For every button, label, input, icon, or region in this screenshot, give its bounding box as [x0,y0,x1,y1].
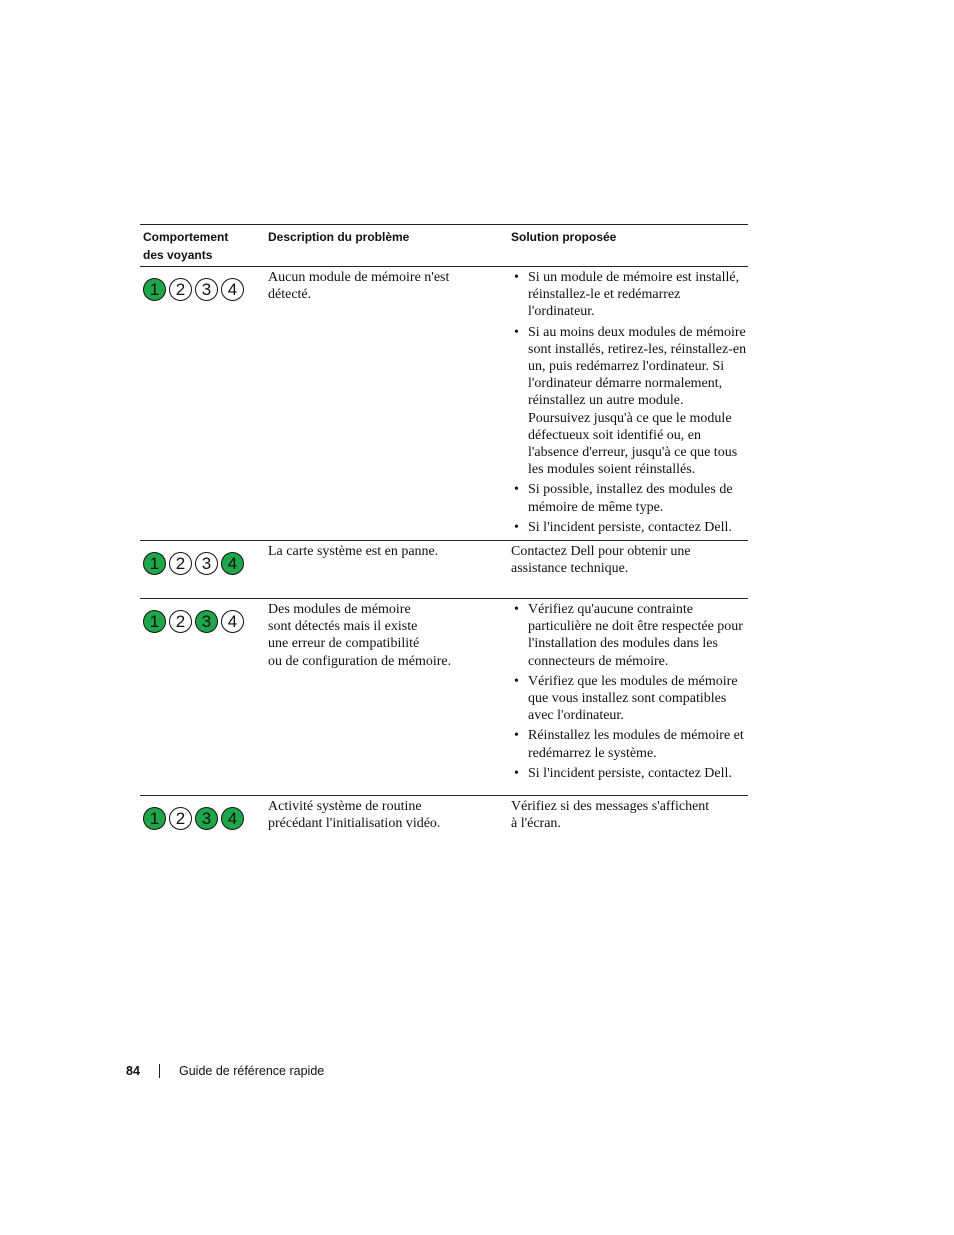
table-row [140,541,748,599]
solution-list [511,601,747,782]
diagnostic-light-1-on: 1 [143,552,166,575]
problem-description: La carte système est en panne. [268,544,439,559]
proposed-solution [511,798,747,832]
header-led-behavior [143,228,258,264]
solution-text: Contactez Dell pour obtenir une assistance technique. [511,544,691,577]
diagnostic-light-1-on: 1 [143,807,166,830]
diagnostic-lights [143,807,244,830]
header-problem-description: Description du problème [268,230,410,244]
diagnostic-light-2-off: 2 [169,807,192,830]
diagnostic-light-4-on: 4 [221,807,244,830]
footer-title: Guide de référence rapide [179,1064,325,1078]
diagnostic-light-4-off: 4 [221,610,244,633]
diagnostic-light-1-on: 1 [143,610,166,633]
proposed-solution [511,543,747,577]
table-row [140,796,748,840]
problem-description: Des modules de mémoire sont détectés mais il existe une erreur de compatibilité ou de configuration de mémoire. [268,602,452,669]
diagnostic-table [140,224,748,840]
diagnostic-light-3-off: 3 [195,278,218,301]
solution-item: • Si au moins deux modules de mémoire sont installés, retirez-les, réinstallez-en un, puis redémarrez l'ordinateur. Si l'ordinateur démarre normalement, réinstallez un autre module. Poursuivez jusqu'à ce que le module défectueux soit identifié ou, en l'absence d'erreur, jusqu'à ce que tous les modules soient réinstallés. [511,324,747,479]
proposed-solution [511,601,747,785]
solution-item: • Si possible, installez des modules de mémoire de même type. [511,481,747,515]
diagnostic-light-3-on: 3 [195,807,218,830]
solution-item: • Vérifiez que les modules de mémoire que vous installez sont compatibles avec l'ordinateur. [511,673,747,725]
table-header [140,225,748,267]
header-proposed-solution: Solution proposée [511,230,617,244]
solution-item: • Si un module de mémoire est installé, réinstallez-le et redémarrez l'ordinateur. [511,269,747,321]
diagnostic-light-2-off: 2 [169,610,192,633]
solution-item: • Si l'incident persiste, contactez Dell. [511,765,747,782]
diagnostic-lights [143,552,244,575]
problem-description: Activité système de routine précédant l'initialisation vidéo. [268,799,441,832]
solution-list [511,269,747,536]
proposed-solution [511,269,747,539]
problem-description: Aucun module de mémoire n'est détecté. [268,270,450,303]
diagnostic-light-2-off: 2 [169,278,192,301]
diagnostic-light-3-on: 3 [195,610,218,633]
footer-separator [159,1064,160,1078]
header-led-behavior-line2: des voyants [143,248,213,262]
table-row [140,267,748,541]
header-led-behavior-line1: Comportement [143,230,229,244]
solution-item: • Vérifiez qu'aucune contrainte particulière ne doit être respectée pour l'installation des modules dans les connecteurs de mémoire. [511,601,747,670]
diagnostic-light-4-on: 4 [221,552,244,575]
diagnostic-light-2-off: 2 [169,552,192,575]
solution-text: Vérifiez si des messages s'affichent à l'écran. [511,799,710,832]
diagnostic-light-3-off: 3 [195,552,218,575]
diagnostic-light-4-off: 4 [221,278,244,301]
solution-item: • Si l'incident persiste, contactez Dell. [511,519,747,536]
page-number: 84 [126,1064,140,1078]
table-row [140,599,748,796]
diagnostic-light-1-on: 1 [143,278,166,301]
diagnostic-lights [143,610,244,633]
solution-item: • Réinstallez les modules de mémoire et redémarrez le système. [511,727,747,761]
diagnostic-lights [143,278,244,301]
